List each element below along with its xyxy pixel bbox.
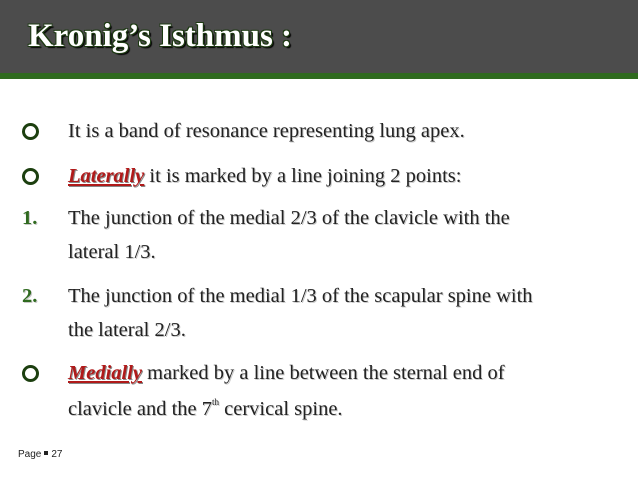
numbered-text-line2: lateral 1/3.	[68, 241, 156, 263]
circle-bullet-icon	[22, 168, 39, 185]
numbered-text-line1: The junction of the medial 1/3 of the scapular spine with	[68, 285, 533, 307]
line2-pre: clavicle and the 7	[68, 398, 213, 420]
list-number: 2.	[22, 285, 38, 307]
circle-bullet-icon	[22, 365, 39, 382]
numbered-text-line1: The junction of the medial 2/3 of the clavicle with the	[68, 207, 510, 229]
numbered-item-1	[0, 201, 638, 271]
circle-bullet-icon	[22, 123, 39, 140]
bullet-text-line1	[68, 356, 628, 390]
bullet-text-line2	[68, 392, 628, 426]
page-number: 27	[51, 449, 63, 460]
footer-label: Page	[18, 449, 42, 460]
bullet-text-rest: marked by a line between the sternal end of	[142, 362, 505, 384]
bullet-item-1	[0, 114, 638, 148]
numbered-text-line2: the lateral 2/3.	[68, 319, 186, 341]
bullet-text-rest: it is marked by a line joining 2 points:	[144, 165, 462, 187]
bullet-text: It is a band of resonance representing lung apex.	[68, 120, 465, 142]
slide-title: Kronig’s Isthmus :	[28, 18, 293, 54]
line2-post: cervical spine.	[219, 398, 343, 420]
bullet-item-2	[0, 159, 638, 193]
bullet-text	[68, 159, 628, 193]
emphasis-medially: Medially	[68, 362, 143, 384]
page-footer	[18, 449, 62, 460]
title-accent-line	[0, 73, 638, 79]
list-number: 1.	[22, 207, 38, 229]
emphasis-laterally: Laterally	[68, 165, 145, 187]
superscript-th: th	[212, 397, 220, 408]
footer-separator	[44, 451, 48, 455]
numbered-item-2	[0, 279, 638, 349]
bullet-item-3	[0, 356, 638, 426]
